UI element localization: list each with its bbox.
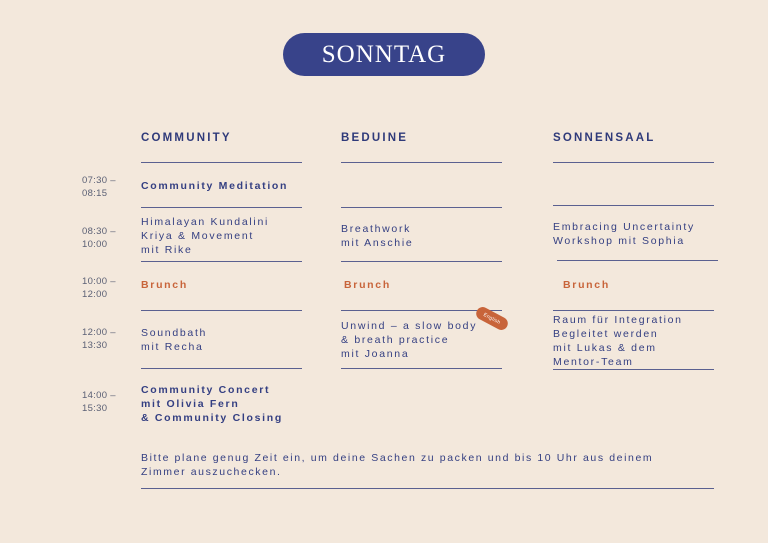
divider — [141, 261, 302, 262]
column-header-community: COMMUNITY — [141, 132, 232, 144]
divider — [553, 310, 714, 311]
session-community-meditation: Community Meditation — [141, 180, 289, 192]
divider — [341, 207, 502, 208]
time-slot-1: 07:30 – 08:15 — [82, 175, 116, 199]
session-breathwork: Breathwork mit Anschie — [341, 223, 414, 249]
session-unwind: Unwind – a slow body & breath practice mit Joanna — [341, 320, 478, 360]
divider — [141, 488, 714, 489]
divider — [141, 162, 302, 163]
divider — [341, 261, 502, 262]
divider — [553, 369, 714, 370]
column-header-sonnensaal: SONNENSAAL — [553, 132, 656, 144]
session-soundbath: Soundbath mit Recha — [141, 327, 208, 353]
session-integration: Raum für Integration Begleitet werden mit Lukas & dem Mentor-Team — [553, 314, 683, 368]
divider — [141, 368, 302, 369]
time-slot-3: 10:00 – 12:00 — [82, 276, 116, 300]
session-brunch-sonnensaal: Brunch — [563, 279, 610, 291]
session-brunch-beduine: Brunch — [344, 279, 391, 291]
session-embracing-uncertainty: Embracing Uncertainty Workshop mit Sophia — [553, 221, 695, 247]
time-slot-5: 14:00 – 15:30 — [82, 390, 116, 414]
session-kundalini: Himalayan Kundalini Kriya & Movement mit Rike — [141, 216, 270, 256]
session-brunch-community: Brunch — [141, 279, 188, 291]
divider — [557, 260, 718, 261]
day-title: SONNTAG — [283, 33, 485, 76]
checkout-note: Bitte plane genug Zeit ein, um deine Sachen zu packen und bis 10 Uhr aus deinem Zimmer auszuchecken. — [141, 452, 654, 478]
divider — [141, 207, 302, 208]
time-slot-2: 08:30 – 10:00 — [82, 226, 116, 250]
divider — [341, 368, 502, 369]
english-badge: English — [474, 305, 510, 332]
session-community-concert: Community Concert mit Olivia Fern & Community Closing — [141, 384, 283, 424]
divider — [553, 205, 714, 206]
divider — [141, 310, 302, 311]
time-slot-4: 12:00 – 13:30 — [82, 327, 116, 351]
divider — [341, 162, 502, 163]
divider — [553, 162, 714, 163]
column-header-beduine: BEDUINE — [341, 132, 409, 144]
